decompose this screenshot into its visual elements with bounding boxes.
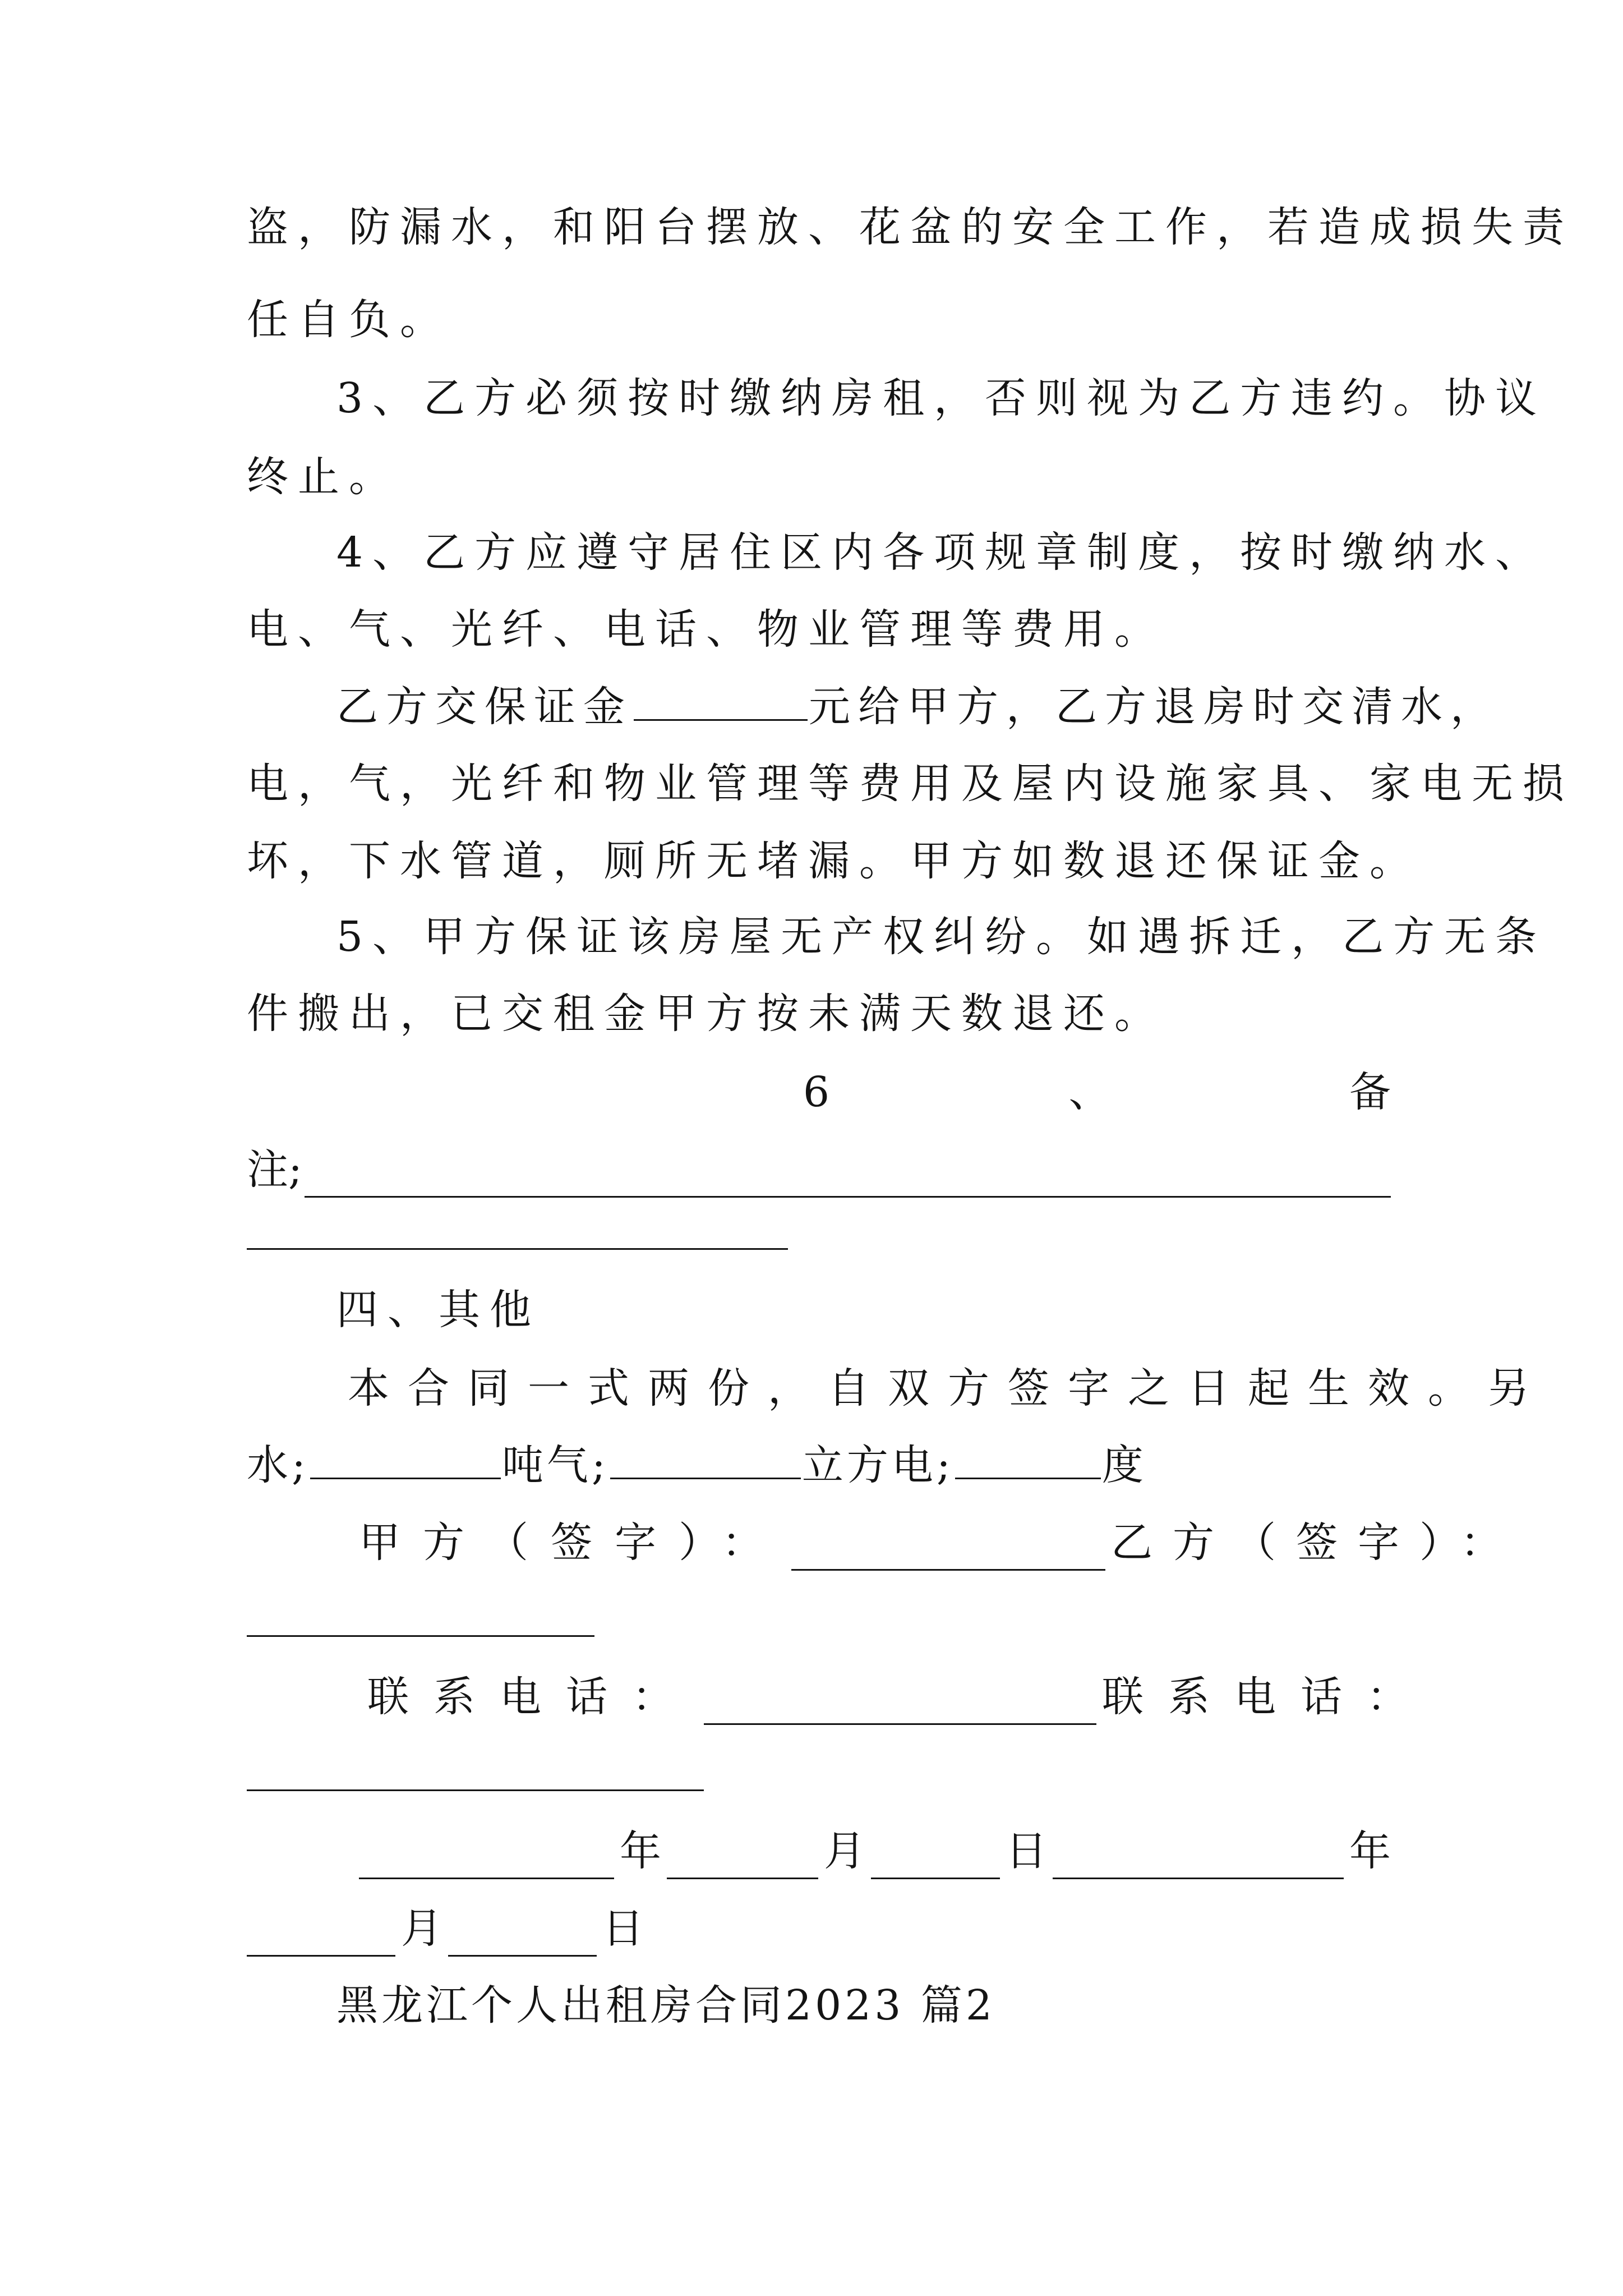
party-a-month-blank[interactable] [667, 1843, 818, 1879]
party-b-year-blank[interactable] [1053, 1843, 1344, 1879]
gas-reading-blank[interactable] [610, 1443, 801, 1479]
clause-6-number: 6 [803, 1068, 830, 1116]
remarks-blank-1[interactable] [305, 1161, 1391, 1198]
deposit-line-2: 电，气，光纤和物业管理等费用及屋内设施家具、家电无损 [247, 760, 1574, 808]
electricity-label: 立方电; [801, 1441, 954, 1489]
remarks-blank-2[interactable] [247, 1248, 788, 1250]
deposit-amount-blank[interactable] [634, 684, 808, 721]
clause-6-line-1 [803, 1064, 1391, 1120]
gas-label: 吨气; [501, 1441, 609, 1489]
phone-line [367, 1669, 1433, 1725]
date-line-2 [247, 1901, 695, 1957]
party-b-month-blank[interactable] [247, 1920, 395, 1957]
party-b-month-label: 月 [401, 1904, 442, 1953]
water-label: 水; [247, 1441, 309, 1489]
clause-3-line-2: 终止。 [247, 453, 400, 501]
water-reading-blank[interactable] [310, 1443, 501, 1479]
clause-5-line-2: 件搬出，已交租金甲方按未满天数退还。 [247, 990, 1165, 1038]
party-a-day-blank[interactable] [871, 1843, 1000, 1879]
party-a-year-blank[interactable] [359, 1843, 614, 1879]
party-b-phone-blank[interactable] [247, 1789, 704, 1791]
clause-line-2: 任自负。 [247, 296, 451, 344]
party-a-phone-blank[interactable] [704, 1688, 1096, 1725]
date-line-1 [353, 1823, 1391, 1879]
remarks-line [247, 1142, 1391, 1198]
signature-line [359, 1515, 1522, 1571]
contract-effective-line: 本合同一式两份，自双方签字之日起生效。另 [348, 1364, 1548, 1412]
clause-4-line-2: 电、气、光纤、电话、物业管理等费用。 [247, 605, 1165, 654]
clause-3-line-1: 3、乙方必须按时缴纳房租，否则视为乙方违约。协议 [336, 374, 1547, 422]
party-b-signature-label: 乙方（签字）： [1111, 1519, 1522, 1567]
deposit-label: 乙方交保证金 [336, 683, 633, 731]
party-b-signature-blank[interactable] [247, 1635, 594, 1637]
electricity-reading-blank[interactable] [955, 1443, 1101, 1479]
party-b-day-blank[interactable] [448, 1920, 597, 1957]
party-b-day-label: 日 [602, 1904, 644, 1953]
party-a-month-label: 月 [824, 1827, 865, 1875]
party-a-day-label: 日 [1006, 1827, 1047, 1875]
clause-5-line-1: 5、甲方保证该房屋无产权纠纷。如遇拆迁，乙方无条 [336, 913, 1547, 961]
clause-6-remark-char: 备 [1349, 1068, 1391, 1116]
section-4-heading: 四、其他 [336, 1286, 541, 1334]
clause-line-1: 盗，防漏水，和阳台摆放、花盆的安全工作，若造成损失责 [247, 203, 1574, 251]
deposit-line-3: 坏，下水管道，厕所无堵漏。甲方如数退还保证金。 [247, 837, 1421, 885]
party-a-signature-blank[interactable] [791, 1534, 1105, 1571]
clause-4-line-1: 4、乙方应遵守居住区内各项规章制度，按时缴纳水、 [336, 528, 1547, 577]
party-b-year-label: 年 [1349, 1827, 1391, 1875]
deposit-line [336, 679, 1500, 735]
remarks-label: 注; [247, 1145, 302, 1194]
utility-readings-line [247, 1437, 1391, 1493]
clause-6-separator: 、 [1068, 1068, 1110, 1116]
party-a-year-label: 年 [620, 1827, 661, 1875]
next-contract-heading: 黑龙江个人出租房合同2023 篇2 [336, 1981, 995, 2030]
party-b-phone-label: 联系电话： [1102, 1673, 1433, 1721]
party-a-phone-label: 联系电话： [367, 1673, 698, 1721]
deposit-text: 元给甲方，乙方退房时交清水， [809, 683, 1500, 731]
unit-degree: 度 [1101, 1441, 1147, 1489]
party-a-signature-label: 甲方（签字）： [359, 1519, 786, 1567]
